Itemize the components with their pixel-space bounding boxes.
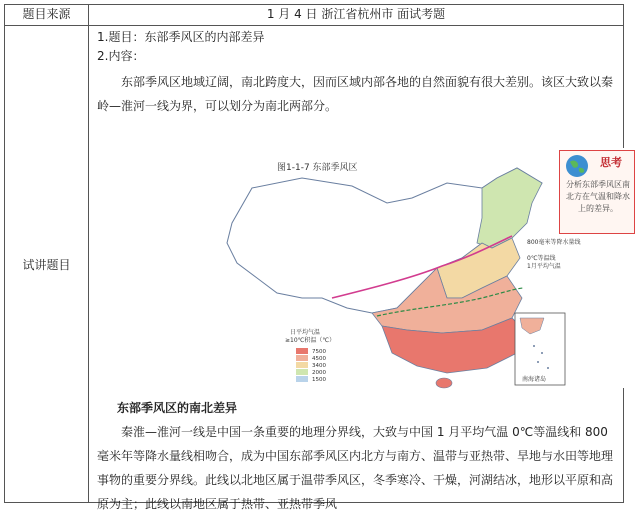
question-table [4, 4, 630, 511]
figure-caption: 图1-1-7 东部季风区 [277, 163, 358, 173]
legend-label-1: 4500 [312, 356, 326, 362]
south-china-sea-inset [515, 313, 565, 385]
legend-swatch-3 [296, 369, 308, 375]
topic-label: 试讲题目 [5, 26, 89, 503]
think-text: 分析东部季风区南北方在气温和降水上的差异。 [566, 180, 630, 213]
legend-swatch-1 [296, 355, 308, 361]
table-body-row [5, 26, 624, 503]
legend-label-4: 1500 [312, 377, 326, 383]
map-label-january: 1月平均气温 [527, 263, 561, 270]
source-label: 题目来源 [5, 5, 89, 26]
think-box [559, 150, 635, 234]
hainan-island [436, 378, 452, 388]
legend-label-2: 3400 [312, 363, 326, 369]
table-header-row [5, 5, 624, 26]
map-label-precip: 800毫米等降水量线 [527, 239, 581, 246]
source-value: 1 月 4 日 浙江省杭州市 面试考题 [89, 5, 624, 26]
legend-label-0: 7500 [312, 349, 326, 355]
legend-title-line2: ≥10℃积温（℃） [285, 337, 336, 344]
legend-swatch-4 [296, 376, 308, 382]
item-content-label: 2.内容： [97, 49, 145, 63]
topic-content [89, 26, 630, 511]
intro-paragraph: 东部季风区地域辽阔，南北跨度大，因而区域内部各地的自然面貌有很大差别。该区大致以秦岭—淮河一线为界，可以划分为南北两部分。 [97, 75, 614, 113]
globe-icon [563, 153, 597, 179]
body-paragraph: 秦淮—淮河一线是中国一条重要的地理分界线，大致与中国 1 月平均气温 0℃等温线和 800 毫米年等降水量线相吻合，成为中国东部季风区内北方与南方、温带与亚热带、旱地与水田等地理事物的重要分界线。此线以北地区属于温带季风区，冬季寒冷、干燥，河湖结冰，地形以平原和高原为主；此线以南地区属于热带、亚热带季风 [97, 425, 614, 511]
section-title: 东部季风区的南北差异 [117, 401, 238, 415]
map-label-isotherm: 0℃等温线 [527, 255, 556, 262]
inset-label: 南海诸岛 [522, 376, 547, 383]
item-title: 1.题目：东部季风区的内部差异 [97, 30, 265, 44]
legend-title-line1: 日平均气温 [290, 329, 321, 336]
legend-swatch-0 [296, 348, 308, 354]
legend-label-3: 2000 [312, 370, 326, 376]
think-title: 思考 [600, 156, 622, 169]
legend-swatch-2 [296, 362, 308, 368]
